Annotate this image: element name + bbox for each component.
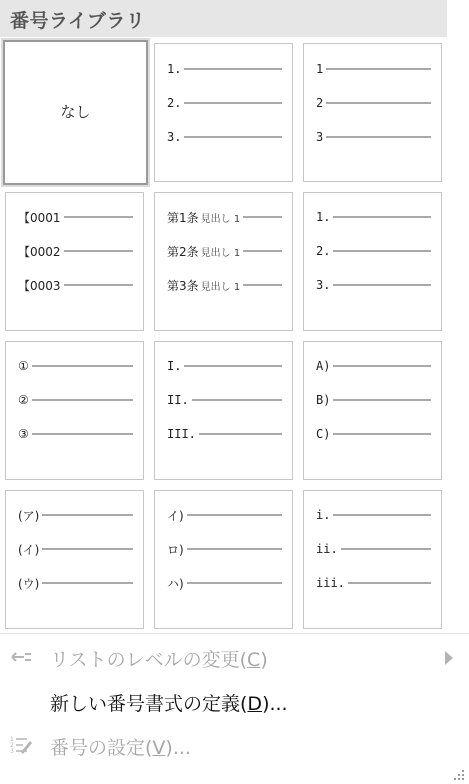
tile-number: 1. [167, 62, 182, 76]
tile-text-line [243, 284, 282, 286]
tile-number: 第1条 [167, 210, 199, 225]
tile-number: ③ [18, 427, 29, 441]
tile-text-line [333, 216, 431, 218]
tile-number: ② [18, 393, 29, 407]
tile-text-line [32, 365, 133, 367]
tile-text-line [199, 433, 282, 435]
numbering-tile-circled[interactable] [5, 341, 144, 480]
tile-text-line [64, 216, 133, 218]
tile-number: III. [167, 427, 196, 441]
define-new-format-label: 新しい番号書式の定義(D)... [50, 693, 288, 715]
gallery-header [0, 0, 447, 37]
numbering-tile-arabic-dot[interactable] [154, 43, 293, 182]
tile-text-line [184, 136, 282, 138]
tile-text-line [32, 433, 133, 435]
tile-number: 第2条 [167, 244, 199, 259]
define-new-number-format-item[interactable] [0, 680, 469, 722]
numbering-tile-roman-upper[interactable] [154, 341, 293, 480]
tile-number: II. [167, 393, 189, 407]
tile-heading-label: 見出し 1 [200, 247, 241, 259]
tile-text-line [184, 68, 282, 70]
tile-text-line [187, 514, 282, 516]
tile-number: 2. [316, 244, 331, 258]
change-list-level-item[interactable] [0, 636, 469, 678]
tile-number: ハ) [167, 576, 184, 591]
numbering-tile-alpha-upper[interactable] [303, 341, 442, 480]
tile-number: ① [18, 359, 29, 373]
numbering-tile-iroha[interactable] [154, 490, 293, 629]
set-numbering-value-item[interactable] [0, 724, 469, 766]
tile-number: 1 [316, 62, 324, 76]
tile-number: 3. [316, 278, 331, 292]
numbering-tile-bracket-zero[interactable] [5, 192, 144, 331]
tile-number: 第3条 [167, 278, 199, 293]
tile-number: 3 [316, 130, 324, 144]
tile-text-line [333, 365, 431, 367]
svg-text:3: 3 [10, 748, 14, 755]
tile-number: 3. [167, 130, 182, 144]
tile-heading-label: 見出し 1 [200, 213, 241, 225]
tile-number: 2 [316, 96, 324, 110]
tile-text-line [187, 548, 282, 550]
tile-number: B) [316, 393, 331, 407]
tile-number: (ウ) [18, 576, 40, 591]
tile-text-line [243, 250, 282, 252]
tile-text-line [341, 548, 431, 550]
tile-number: iii. [316, 576, 345, 590]
tile-text-line [348, 582, 431, 584]
tile-text-line [42, 548, 133, 550]
tile-text-line [64, 250, 133, 252]
tile-number: i. [316, 508, 331, 522]
numbering-tile-arabic-plain[interactable] [303, 43, 442, 182]
numbering-tile-katakana-paren[interactable] [5, 490, 144, 629]
tile-text-line [333, 514, 431, 516]
submenu-arrow-icon [445, 651, 453, 665]
tile-text-line [64, 284, 133, 286]
numbering-tile-roman-lower[interactable] [303, 490, 442, 629]
tile-text-line [326, 102, 431, 104]
set-value-label: 番号の設定(V)... [50, 737, 191, 759]
tile-text-line [333, 399, 431, 401]
tile-text-line [184, 365, 282, 367]
tile-number: 【0002 [18, 244, 61, 259]
tile-number: C) [316, 427, 331, 441]
tile-number: I. [167, 359, 182, 373]
tile-number: 1. [316, 210, 331, 224]
numbering-tile-article-heading[interactable] [154, 192, 293, 331]
change-level-icon [9, 647, 33, 667]
tile-number: イ) [167, 508, 184, 523]
tile-text-line [243, 216, 282, 218]
menu-divider [0, 633, 469, 634]
numbering-tile-none[interactable] [3, 40, 148, 185]
tile-number: 2. [167, 96, 182, 110]
tile-text-line [42, 514, 133, 516]
tile-number: 【0003 [18, 278, 61, 293]
tile-text-line [326, 68, 431, 70]
tile-text-line [184, 102, 282, 104]
numbering-tile-arabic-dot-2[interactable] [303, 192, 442, 331]
gallery-title: 番号ライブラリ [10, 10, 146, 32]
tile-number: ロ) [167, 542, 184, 557]
tile-number: 【0001 [18, 210, 61, 225]
svg-text:2: 2 [10, 742, 14, 749]
tile-number: A) [316, 359, 331, 373]
tile-heading-label: 見出し 1 [200, 281, 241, 293]
tile-text-line [333, 284, 431, 286]
change-level-label: リストのレベルの変更(C) [50, 649, 268, 671]
tile-text-line [333, 250, 431, 252]
tile-none-label: なし [60, 103, 91, 121]
tile-number: ii. [316, 542, 338, 556]
tile-number: (ア) [18, 508, 40, 523]
tile-text-line [333, 433, 431, 435]
tile-text-line [32, 399, 133, 401]
tile-text-line [326, 136, 431, 138]
tile-number: (イ) [18, 542, 40, 557]
tile-text-line [192, 399, 282, 401]
tile-text-line [187, 582, 282, 584]
tile-text-line [42, 582, 133, 584]
resize-grip-icon[interactable] [454, 769, 466, 781]
numbering-value-icon [9, 735, 33, 755]
svg-text:1: 1 [10, 736, 14, 743]
